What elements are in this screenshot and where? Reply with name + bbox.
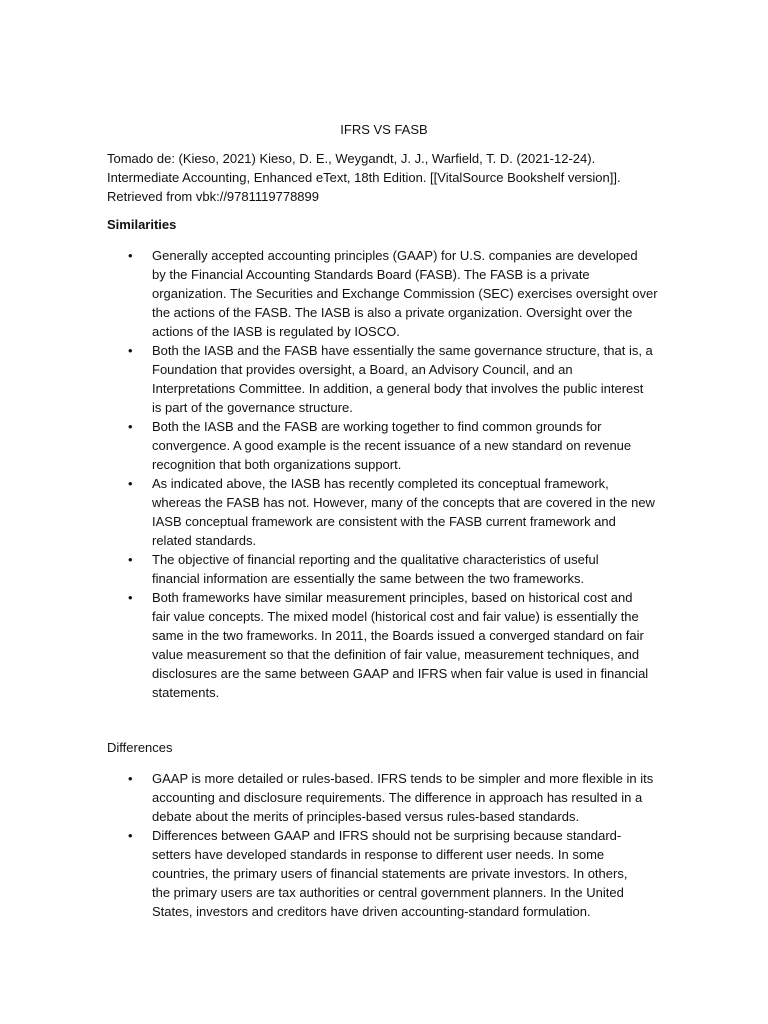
list-item-line: convergence. A good example is the recent issuance of a new standard on revenue xyxy=(152,438,632,453)
list-item-line: IASB conceptual framework are consistent with the FASB current framework and xyxy=(152,514,616,529)
bullet-icon: • xyxy=(128,771,133,786)
list-item-line: As indicated above, the IASB has recently completed its conceptual framework, xyxy=(152,476,609,491)
list-item-line: Both the IASB and the FASB have essentially the same governance structure, that is, a xyxy=(152,343,653,358)
differences-list xyxy=(0,769,664,921)
bullet-icon: • xyxy=(128,343,133,358)
list-item-line: actions of the IASB is regulated by IOSCO. xyxy=(152,324,400,339)
list-item xyxy=(0,550,664,588)
bullet-icon: • xyxy=(128,248,133,263)
citation-line: Intermediate Accounting, Enhanced eText, 18th Edition. [[VitalSource Bookshelf version]]. xyxy=(107,170,621,186)
differences-heading: Differences xyxy=(107,740,173,755)
citation xyxy=(107,149,667,207)
list-item xyxy=(0,246,664,341)
list-item-line: value measurement so that the definition of fair value, measurement techniques, and xyxy=(152,647,640,662)
list-item-line: Both frameworks have similar measurement principles, based on historical cost and xyxy=(152,590,633,605)
list-item-line: whereas the FASB has not. However, many of the concepts that are covered in the new xyxy=(152,495,655,510)
list-item-line: GAAP is more detailed or rules-based. IFRS tends to be simpler and more flexible in its xyxy=(152,771,654,786)
list-item-line: States, investors and creditors have driven accounting-standard formulation. xyxy=(152,904,591,919)
list-item xyxy=(0,474,664,550)
bullet-icon: • xyxy=(128,828,133,843)
list-item-line: countries, the primary users of financial statements are private investors. In others, xyxy=(152,866,628,881)
list-item-line: recognition that both organizations support. xyxy=(152,457,402,472)
list-item-line: accounting and disclosure requirements. The difference in approach has resulted in a xyxy=(152,790,643,805)
bullet-icon: • xyxy=(128,419,133,434)
bullet-icon: • xyxy=(128,476,133,491)
bullet-icon: • xyxy=(128,590,133,605)
list-item-line: debate about the merits of principles-based versus rules-based standards. xyxy=(152,809,580,824)
list-item xyxy=(0,417,664,474)
list-item xyxy=(0,341,664,417)
list-item-line: the primary users are tax authorities or central government planners. In the United xyxy=(152,885,624,900)
list-item xyxy=(0,588,664,702)
list-item-line: Foundation that provides oversight, a Board, an Advisory Council, and an xyxy=(152,362,573,377)
citation-line: Retrieved from vbk://9781119778899 xyxy=(107,189,319,205)
list-item-line: disclosures are the same between GAAP and IFRS when fair value is used in financial xyxy=(152,666,649,681)
list-item-line: statements. xyxy=(152,685,220,700)
list-item-line: same in the two frameworks. In 2011, the Boards issued a converged standard on fair xyxy=(152,628,644,643)
list-item-line: by the Financial Accounting Standards Board (FASB). The FASB is a private xyxy=(152,267,590,282)
list-item-line: related standards. xyxy=(152,533,257,548)
list-item-line: Differences between GAAP and IFRS should not be surprising because standard- xyxy=(152,828,622,843)
list-item-line: Both the IASB and the FASB are working together to find common grounds for xyxy=(152,419,602,434)
list-item xyxy=(0,769,664,826)
list-item-line: organization. The Securities and Exchange Commission (SEC) exercises oversight over xyxy=(152,286,658,301)
list-item-line: financial information are essentially the same between the two frameworks. xyxy=(152,571,585,586)
list-item-line: The objective of financial reporting and the qualitative characteristics of useful xyxy=(152,552,599,567)
document-title: IFRS VS FASB xyxy=(340,122,428,137)
list-item-line: the actions of the FASB. The IASB is also a private organization. Oversight over the xyxy=(152,305,633,320)
bullet-icon: • xyxy=(128,552,133,567)
list-item-line: Interpretations Committee. In addition, a general body that involves the public interest xyxy=(152,381,644,396)
similarities-list xyxy=(0,246,664,702)
list-item-line: is part of the governance structure. xyxy=(152,400,353,415)
list-item-line: Generally accepted accounting principles (GAAP) for U.S. companies are developed xyxy=(152,248,638,263)
similarities-heading: Similarities xyxy=(107,217,177,232)
list-item xyxy=(0,826,664,921)
list-item-line: setters have developed standards in response to different user needs. In some xyxy=(152,847,605,862)
list-item-line: fair value concepts. The mixed model (historical cost and fair value) is essentially the xyxy=(152,609,639,624)
citation-line: Tomado de: (Kieso, 2021) Kieso, D. E., Weygandt, J. J., Warfield, T. D. (2021-12-24). xyxy=(107,151,596,166)
